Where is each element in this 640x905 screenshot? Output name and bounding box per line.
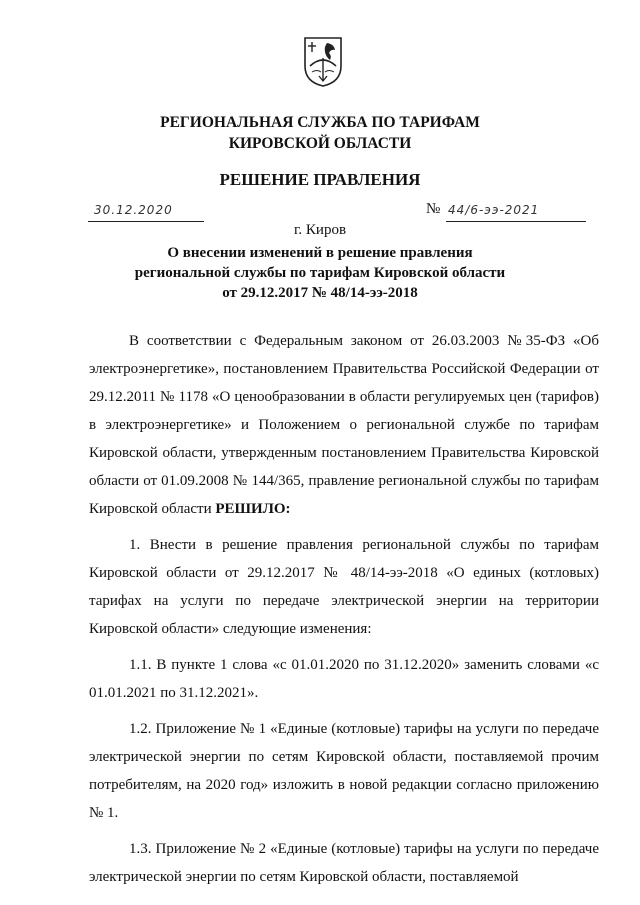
coat-of-arms-icon — [303, 36, 343, 88]
document-body — [89, 327, 599, 891]
decision-subject — [0, 243, 640, 303]
agency-name — [0, 112, 640, 154]
number-field — [446, 203, 586, 222]
subject-line-2: региональной службы по тарифам Кировской области — [134, 265, 506, 281]
item-1-2-paragraph: 1.2. Приложение № 1 «Единые (котловые) тарифы на услуги по передаче электрической энергии по сетям Кировской области, поставляемой прочим потребителям, на 2020 год» изложить в новой редакции согласно приложению № 1. — [89, 721, 599, 821]
subject-line-1: О внесении изменений в решение правления — [167, 245, 473, 261]
agency-line-2: КИРОВСКОЙ ОБЛАСТИ — [228, 135, 412, 152]
agency-line-1: РЕГИОНАЛЬНАЯ СЛУЖБА ПО ТАРИФАМ — [160, 114, 480, 131]
subject-line-3: от 29.12.2017 № 48/14-ээ-2018 — [222, 285, 418, 301]
number-label: № — [426, 201, 441, 217]
item-1-1-paragraph: 1.1. В пункте 1 слова «с 01.01.2020 по 31.12.2020» заменить словами «с 01.01.2021 по 31.12.2021». — [89, 657, 599, 701]
item-1-3-paragraph: 1.3. Приложение № 2 «Единые (котловые) тарифы на услуги по передаче электрической энергии по сетям Кировской области, поставляемой — [89, 841, 599, 885]
number-value: 44/6-ээ-2021 — [448, 203, 540, 217]
city-label: г. Киров — [293, 222, 347, 238]
date-field — [88, 203, 204, 222]
item-1-paragraph: 1. Внести в решение правления региональной службы по тарифам Кировской области от 29.12.2017 № 48/14-ээ-2018 «О единых (котловых) тарифах на услуги по передаче электрической энергии на территории Кировской области» следующие изменения: — [89, 537, 599, 637]
preamble-paragraph — [89, 327, 599, 523]
preamble-text: В соответствии с Федеральным законом от 26.03.2003 №35-ФЗ «Об электроэнергетике», постановлением Правительства Российской Федерации от 29.12.2011 № 1178 «О ценообразовании в области регулируемых цен (тарифов) в электроэнергетике» и Положением о региональной службе по тарифам Кировской области, утвержденным постановлением Правительства Кировской области от 01.09.2008 № 144/365, правление региональной службы по тарифам Кировской области — [89, 333, 599, 517]
resolved-keyword: РЕШИЛО: — [215, 501, 291, 517]
document-type-title: РЕШЕНИЕ ПРАВЛЕНИЯ — [219, 170, 421, 189]
date-value: 30.12.2020 — [94, 203, 173, 217]
